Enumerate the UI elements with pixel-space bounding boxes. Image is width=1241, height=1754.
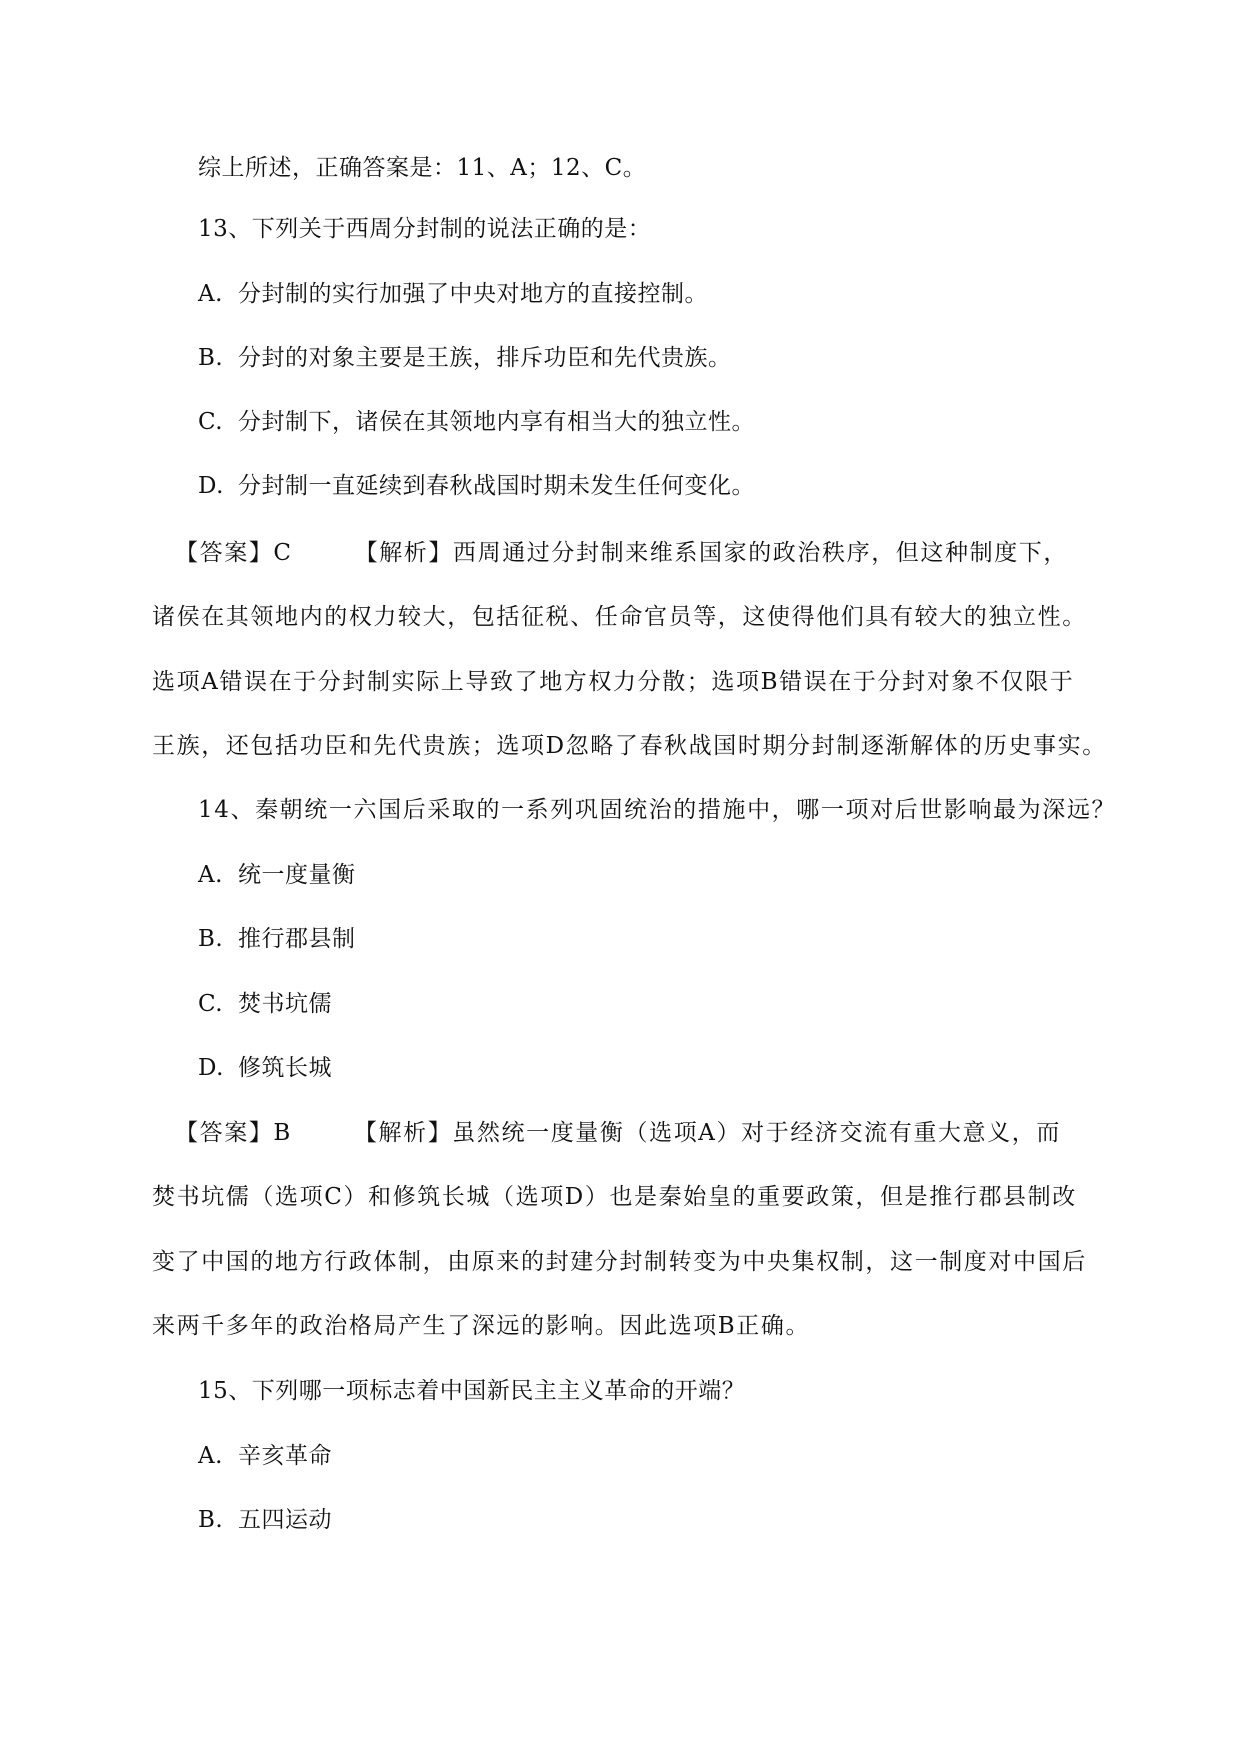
q14-option-b	[198, 923, 356, 955]
option-text: 分封制一直延续到春秋战国时期未发生任何变化。	[238, 473, 755, 499]
q15-option-b	[198, 1504, 332, 1536]
q13-analysis-line-3: 选项A错误在于分封制实际上导致了地方权力分散；选项B错误在于分封对象不仅限于	[152, 669, 1075, 695]
summary-line: 综上所述，正确答案是：11、A；12、C。	[198, 155, 647, 181]
q14-option-d	[198, 1052, 332, 1084]
option-letter: B.	[198, 1507, 224, 1533]
q13-answer: 【答案】C	[175, 540, 293, 566]
q13-answer-line	[175, 537, 1068, 569]
q14-analysis-line-1: 【解析】虽然统一度量衡（选项A）对于经济交流有重大意义，而	[353, 1120, 1061, 1146]
option-letter: C.	[198, 991, 224, 1017]
option-letter: B.	[198, 345, 224, 371]
option-letter: B.	[198, 926, 224, 952]
option-letter: A.	[198, 1443, 223, 1469]
option-text: 分封制的实行加强了中央对地方的直接控制。	[238, 281, 708, 307]
q14-stem: 14、秦朝统一六国后采取的一系列巩固统治的措施中，哪一项对后世影响最为深远？	[198, 797, 1117, 823]
q14-analysis-line-4: 来两千多年的政治格局产生了深远的影响。因此选项B正确。	[152, 1313, 811, 1339]
q13-option-a	[198, 278, 708, 310]
option-letter: D.	[198, 473, 224, 499]
q14-answer-line	[175, 1117, 1061, 1149]
option-text: 修筑长城	[238, 1055, 332, 1081]
option-letter: D.	[198, 1055, 224, 1081]
option-text: 分封制下，诸侯在其领地内享有相当大的独立性。	[238, 409, 755, 435]
option-letter: A.	[198, 281, 223, 307]
option-text: 推行郡县制	[238, 926, 356, 952]
option-text: 辛亥革命	[238, 1443, 332, 1469]
q15-option-a	[198, 1440, 332, 1472]
option-text: 统一度量衡	[238, 862, 356, 888]
q14-analysis-line-2: 焚书坑儒（选项C）和修筑长城（选项D）也是秦始皇的重要政策，但是推行郡县制改	[152, 1184, 1077, 1210]
q14-analysis-line-3: 变了中国的地方行政体制，由原来的封建分封制转变为中央集权制，这一制度对中国后	[152, 1249, 1087, 1275]
q13-analysis-line-1: 【解析】西周通过分封制来维系国家的政治秩序，但这种制度下，	[354, 540, 1069, 566]
option-letter: A.	[198, 862, 223, 888]
q13-option-b	[198, 342, 732, 374]
option-text: 焚书坑儒	[238, 991, 332, 1017]
option-text: 五四运动	[238, 1507, 332, 1533]
q13-analysis-line-4: 王族，还包括功臣和先代贵族；选项D忽略了春秋战国时期分封制逐渐解体的历史事实。	[152, 733, 1107, 759]
q14-option-a	[198, 859, 356, 891]
option-text: 分封的对象主要是王族，排斥功臣和先代贵族。	[238, 345, 732, 371]
q14-option-c	[198, 988, 332, 1020]
q13-option-c	[198, 406, 755, 438]
q15-stem: 15、下列哪一项标志着中国新民主主义革命的开端？	[198, 1378, 746, 1404]
q13-stem: 13、下列关于西周分封制的说法正确的是：	[198, 216, 652, 242]
q14-answer: 【答案】B	[175, 1120, 292, 1146]
q13-option-d	[198, 470, 755, 502]
q13-analysis-line-2: 诸侯在其领地内的权力较大，包括征税、任命官员等，这使得他们具有较大的独立性。	[152, 604, 1087, 630]
option-letter: C.	[198, 409, 224, 435]
